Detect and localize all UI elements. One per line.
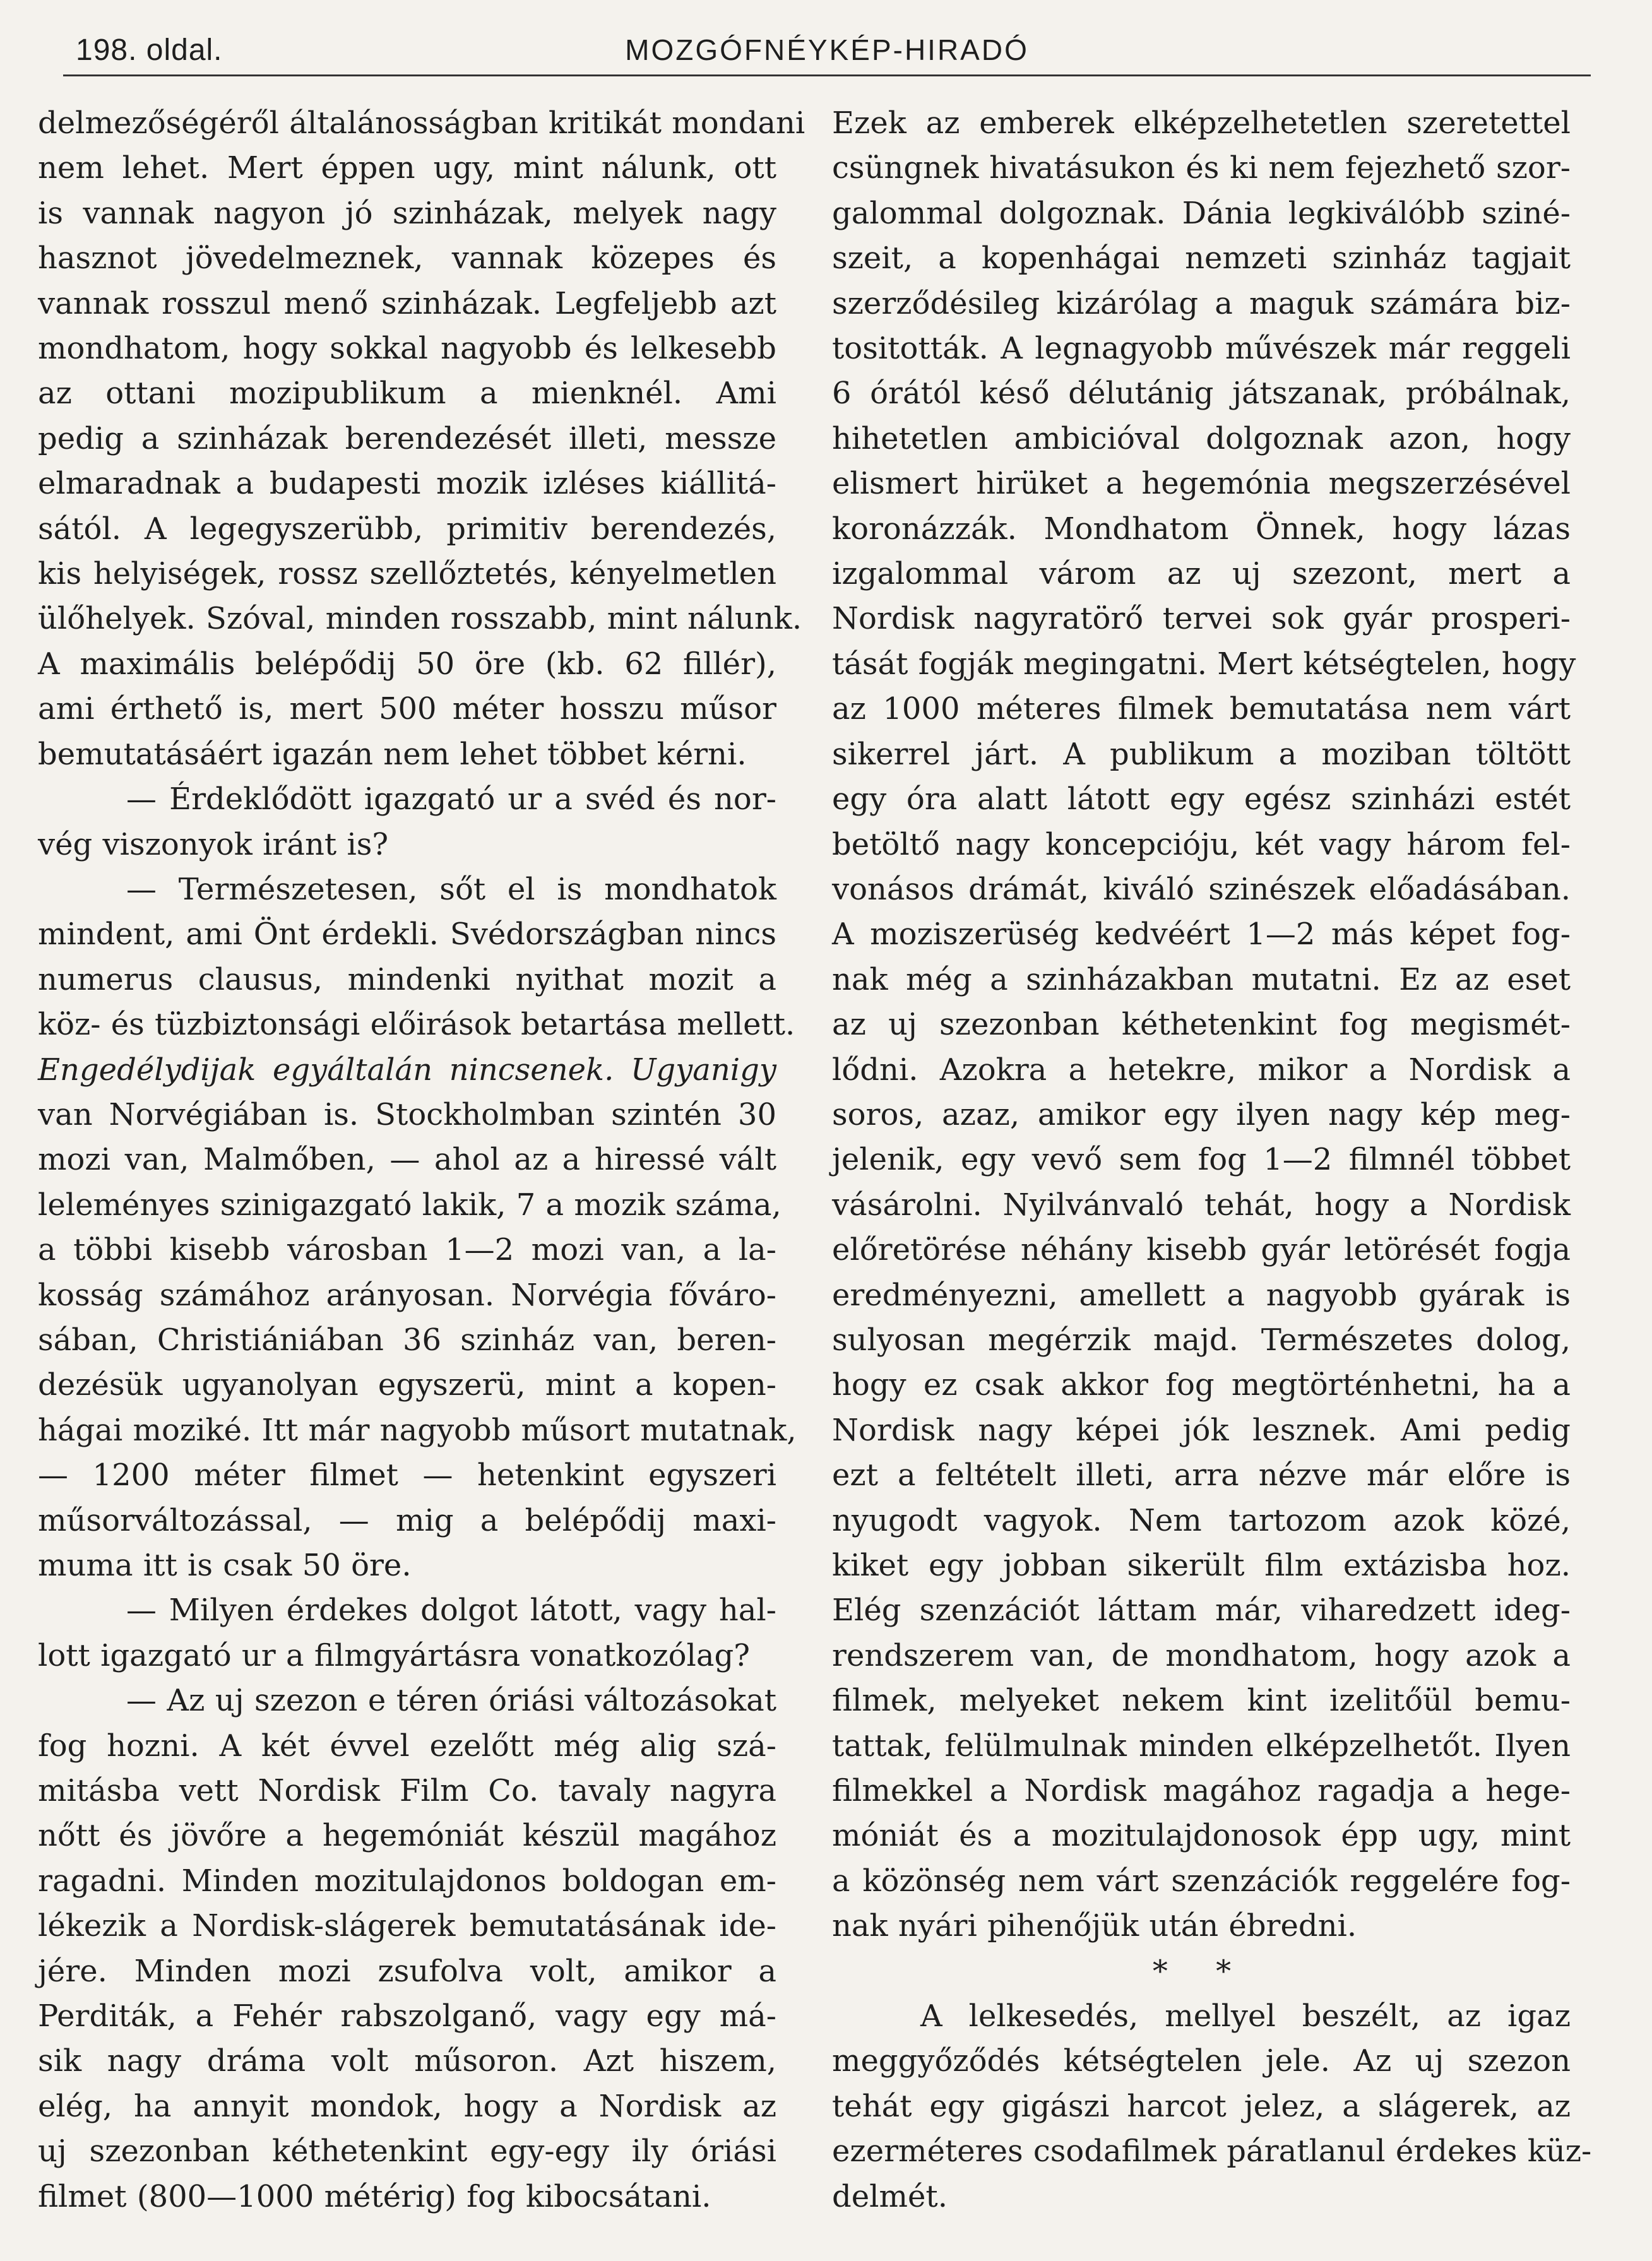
text-line: leleményes szinigazgató lakik, 7 a mozik száma, (38, 1187, 781, 1223)
text-line: jére. Minden mozi zsufolva volt, amikor a (38, 1953, 776, 1989)
text-line: pedig a szinházak berendezését illeti, messze (38, 420, 776, 456)
text-line: hihetetlen ambicióval dolgoznak azon, hogy (832, 420, 1571, 456)
text-line: egy óra alatt látott egy egész szinházi estét (832, 781, 1571, 817)
text-line: nak még a szinházakban mutatni. Ez az eset (832, 961, 1571, 997)
text-line: az 1000 méteres filmek bemutatása nem várt (832, 691, 1571, 727)
text-line: delmezőségéről általánosságban kritikát mondani (38, 105, 805, 141)
right-column (832, 101, 1592, 2219)
text-line: lott igazgató ur a filmgyártásra vonatkozólag? (38, 1637, 750, 1673)
text-line: delmét. (832, 2178, 948, 2214)
text-line: nyugodt vagyok. Nem tartozom azok közé, (832, 1502, 1571, 1538)
text-line: elismert hirüket a hegemónia megszerzésével (832, 466, 1571, 502)
text-line: vég viszonyok iránt is? (38, 826, 389, 862)
text-line: kis helyiségek, rossz szellőztetés, kényelmetlen (38, 556, 776, 592)
text-line: köz- és tüzbiztonsági előirások betartása mellett. (38, 1007, 795, 1043)
text-line: móniát és a mozitulajdonosok épp ugy, mint (832, 1818, 1571, 1854)
text-line: elég, ha annyit mondok, hogy a Nordisk az (38, 2088, 776, 2124)
text-line: hasznot jövedelmeznek, vannak közepes és (38, 240, 776, 276)
text-line: Engedélydijak egyáltalán nincsenek. Ugyanigy (38, 1052, 776, 1088)
text-line: az uj szezonban kéthetenkint fog megismét- (832, 1007, 1571, 1043)
text-line: ezerméteres csodafilmek páratlanul érdekes küz- (832, 2133, 1592, 2169)
text-line: tását fogják megingatni. Mert kétségtelen, hogy (832, 646, 1576, 682)
text-line: rendszerem van, de mondhatom, hogy azok a (832, 1637, 1571, 1673)
text-line: — 1200 méter filmet — hetenkint egyszeri (38, 1457, 776, 1493)
text-line: Perditák, a Fehér rabszolganő, vagy egy má- (38, 1998, 776, 2034)
text-line: 6 órától késő délutánig játszanak, próbálnak, (832, 376, 1571, 412)
text-line: Ezek az emberek elképzelhetetlen szeretettel (832, 105, 1571, 141)
text-line: A maximális belépődij 50 öre (kb. 62 fillér), (38, 646, 776, 682)
text-line: a többi kisebb városban 1—2 mozi van, a la- (38, 1232, 776, 1268)
text-line: hágai moziké. Itt már nagyobb műsort mutatnak, (38, 1412, 797, 1448)
text-line: A lelkesedés, mellyel beszélt, az igaz (920, 1998, 1571, 2034)
text-line: lődni. Azokra a hetekre, mikor a Nordisk a (832, 1052, 1571, 1088)
running-header (63, 24, 1591, 76)
text-line: ezt a feltételt illeti, arra nézve már előre is (832, 1457, 1571, 1493)
text-line: — Az uj szezon e téren óriási változásokat (126, 1683, 776, 1719)
text-line: jelenik, egy vevő sem fog 1—2 filmnél többet (832, 1142, 1571, 1178)
text-line: a közönség nem várt szenzációk reggelére fog- (832, 1863, 1571, 1899)
text-line: fog hozni. A két évvel ezelőtt még alig szá- (38, 1728, 776, 1764)
text-line: izgalommal várom az uj szezont, mert a (832, 556, 1571, 592)
text-line: filmek, melyeket nekem kint izelitőül bemu- (832, 1683, 1571, 1719)
text-line: hogy ez csak akkor fog megtörténhetni, ha a (832, 1367, 1571, 1403)
text-line: soros, azaz, amikor egy ilyen nagy kép meg- (832, 1096, 1571, 1132)
text-line: numerus clausus, mindenki nyithat mozit a (38, 961, 776, 997)
text-line: Nordisk nagyratörő tervei sok gyár prosperi- (832, 601, 1571, 637)
text-line: dezésük ugyanolyan egyszerü, mint a kopen- (38, 1367, 776, 1403)
text-line: filmekkel a Nordisk magához ragadja a hege- (832, 1773, 1571, 1809)
text-line: elmaradnak a budapesti mozik izléses kiállitá- (38, 466, 776, 502)
text-line: ülőhelyek. Szóval, minden rosszabb, mint nálunk. (38, 601, 802, 637)
text-line: sulyosan megérzik majd. Természetes dolog, (832, 1322, 1571, 1358)
text-line: mondhatom, hogy sokkal nagyobb és lelkesebb (38, 331, 776, 367)
text-line: betöltő nagy koncepcióju, két vagy három fel- (832, 826, 1571, 862)
text-line: Elég szenzációt láttam már, viharedzett ideg- (832, 1593, 1571, 1629)
text-line: mozi van, Malmőben, — ahol az a hiressé vált (38, 1142, 776, 1178)
text-line: — Természetesen, sőt el is mondhatok (126, 871, 776, 907)
left-column (38, 101, 805, 2219)
text-line: A moziszerüség kedvéért 1—2 más képet fog- (832, 917, 1571, 952)
text-line: van Norvégiában is. Stockholmban szintén 30 (38, 1096, 776, 1132)
text-line: előretörése néhány kisebb gyár letörését fogja (832, 1232, 1571, 1268)
publication-title: MOZGÓFNÉYKÉP-HIRADÓ (625, 33, 1029, 66)
text-line: nem lehet. Mert éppen ugy, mint nálunk, ott (38, 150, 776, 186)
text-line: meggyőződés kétségtelen jele. Az uj szezon (832, 2043, 1571, 2079)
text-line: is vannak nagyon jó szinházak, melyek nagy (38, 195, 776, 231)
text-line: műsorváltozással, — mig a belépődij maxi- (38, 1502, 776, 1538)
text-line: az ottani mozipublikum a mienknél. Ami (38, 376, 776, 412)
text-line: nőtt és jövőre a hegemóniát készül magához (38, 1818, 776, 1854)
text-line: tattak, felülmulnak minden elképzelhetőt. Ilyen (832, 1728, 1571, 1764)
text-line: muma itt is csak 50 öre. (38, 1548, 412, 1583)
text-line: mindent, ami Önt érdekli. Svédországban nincs (38, 917, 776, 952)
text-line: szeit, a kopenhágai nemzeti szinház tagjait (832, 240, 1571, 276)
text-line: filmet (800—1000 métérig) fog kibocsátani. (38, 2178, 711, 2214)
text-line: csüngnek hivatásukon és ki nem fejezhető szor- (832, 150, 1571, 186)
text-line: uj szezonban kéthetenkint egy-egy ily óriási (38, 2133, 776, 2169)
text-line: sik nagy dráma volt műsoron. Azt hiszem, (38, 2043, 776, 2079)
text-line: sában, Christiániában 36 szinház van, beren- (38, 1322, 776, 1358)
section-separator: * * (1152, 1953, 1251, 1989)
text-line: koronázzák. Mondhatom Önnek, hogy lázas (832, 511, 1571, 547)
text-line: galommal dolgoznak. Dánia legkiválóbb sziné- (832, 195, 1571, 231)
text-line: — Milyen érdekes dolgot látott, vagy hal- (126, 1593, 776, 1629)
text-line: lékezik a Nordisk-slágerek bemutatásának ide- (38, 1908, 776, 1944)
text-line: kosság számához arányosan. Norvégia főváro- (38, 1277, 776, 1313)
text-line: vonásos drámát, kiváló szinészek előadásában. (832, 871, 1571, 907)
text-line: szerződésileg kizárólag a maguk számára biz- (832, 285, 1571, 321)
text-line: ami érthető is, mert 500 méter hosszu műsor (38, 691, 776, 727)
page-number: 198. oldal. (76, 33, 223, 67)
text-line: vásárolni. Nyilvánvaló tehát, hogy a Nordisk (832, 1187, 1571, 1223)
text-line: eredményezni, amellett a nagyobb gyárak is (832, 1277, 1571, 1313)
text-line: sától. A legegyszerübb, primitiv berendezés, (38, 511, 776, 547)
text-line: tositották. A legnagyobb művészek már reggeli (832, 331, 1571, 367)
text-line: ragadni. Minden mozitulajdonos boldogan em- (38, 1863, 776, 1899)
text-line: — Érdeklődött igazgató ur a svéd és nor- (126, 781, 776, 817)
text-line: sikerrel járt. A publikum a moziban töltött (832, 736, 1571, 772)
text-line: kiket egy jobban sikerült film extázisba hoz. (832, 1548, 1571, 1583)
text-line: mitásba vett Nordisk Film Co. tavaly nagyra (38, 1773, 776, 1809)
text-line: bemutatásáért igazán nem lehet többet kérni. (38, 736, 747, 772)
text-line: tehát egy gigászi harcot jelez, a slágerek, az (832, 2088, 1571, 2124)
text-line: Nordisk nagy képei jók lesznek. Ami pedig (832, 1412, 1571, 1448)
text-line: nak nyári pihenőjük után ébredni. (832, 1908, 1357, 1944)
text-line: vannak rosszul menő szinházak. Legfeljebb azt (38, 285, 776, 321)
